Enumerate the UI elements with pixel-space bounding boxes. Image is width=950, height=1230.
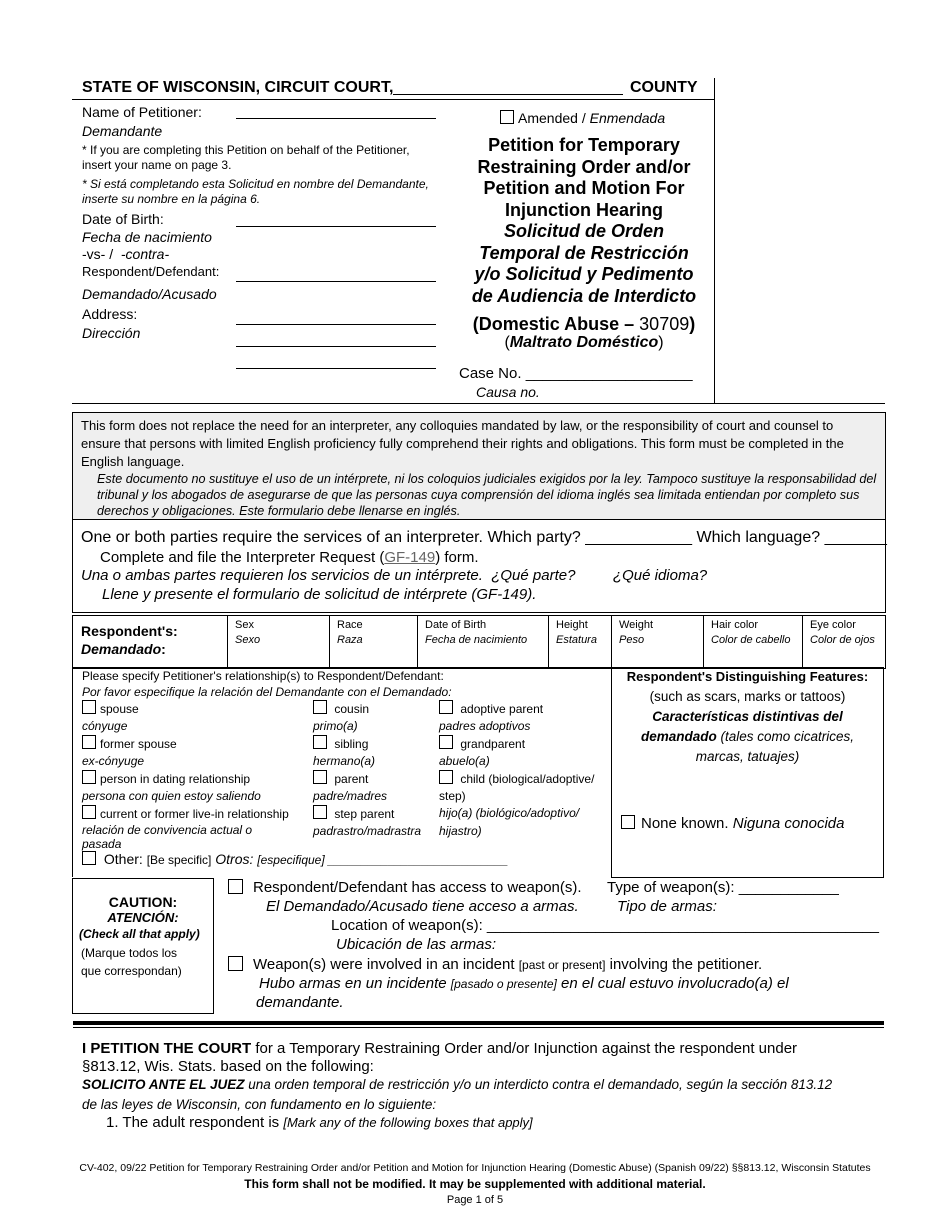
caution-title-es: ATENCIÓN:: [107, 910, 179, 925]
rel-other-box[interactable]: [82, 851, 96, 865]
form-type: (Domestic Abuse – 30709): [472, 314, 696, 334]
petition-item-1: 1. The adult respondent is [Mark any of the following boxes that apply]: [106, 1114, 533, 1131]
amended-checkbox-box[interactable]: [500, 110, 514, 124]
footer-page: Page 1 of 5: [446, 1194, 504, 1206]
interpreter-section: [72, 519, 886, 613]
form-title: Petition for Temporary Restraining Order and/or Petition and Motion For Injunction Hearing Solicitud de Orden Temporal de Restricción y/o Solicitud y Pedimento de Audiencia de Interdicto: [471, 135, 697, 306]
vs-label: -vs- / -contra-: [82, 246, 170, 262]
rel-parent-box[interactable]: [313, 770, 327, 784]
notice-en: This form does not replace the need for an interpreter, any colloquies mandated by law, or the responsibility of court and counsel to ensure that persons with limited English proficiency fully comprehend their rights and obligations. This form must be completed in the English language.: [81, 418, 844, 469]
address-label-es: Dirección: [82, 325, 141, 341]
case-no[interactable]: Case No. ____________________: [459, 365, 693, 382]
weapon-access-es: El Demandado/Acusado tiene acceso a armas.: [266, 898, 579, 915]
rel-grandparent-box[interactable]: [439, 735, 453, 749]
footer-form-line: CV-402, 09/22 Petition for Temporary Restraining Order and/or Petition and Motion for Injunction Hearing (Domestic Abuse) (Spanish 09/22) §§813.12, Wisconsin Statutes: [79, 1162, 871, 1174]
distinguishing-features: Respondent's Distinguishing Features: (such as scars, marks or tattoos) Características distintivas del demandado (tales como cicatrices, marcas, tatuajes): [626, 669, 869, 764]
weapon-access[interactable]: Respondent/Defendant has access to weapon(s).: [228, 879, 582, 896]
weapon-incident-box[interactable]: [228, 956, 243, 971]
rel-spouse[interactable]: spouse: [82, 700, 289, 718]
weapon-access-box[interactable]: [228, 879, 243, 894]
notice-es: Este documento no sustituye el uso de un intérprete, ni los coloquios judiciales exigidos por la ley. Tampoco sustituye la responsabilidad del tribunal y los abogados de asegurarse de que las personas cuya comprensión del idioma inglés sea limitada entiendan por completo sus derechos y obligaciones. Este formulario debe llenarse en inglés.: [97, 472, 877, 518]
court-heading: STATE OF WISCONSIN, CIRCUIT COURT,: [82, 79, 394, 96]
petitioner-name-field[interactable]: [236, 104, 436, 119]
amended-checkbox[interactable]: Amended / Enmendada: [500, 110, 665, 126]
dob-label: Date of Birth:: [82, 211, 164, 227]
case-no-es: Causa no.: [476, 384, 540, 400]
petitioner-name-label: Name of Petitioner:: [82, 104, 202, 120]
none-known-box[interactable]: [621, 815, 635, 829]
rel-former-spouse[interactable]: former spouse: [82, 735, 289, 753]
rel-cousin-box[interactable]: [313, 700, 327, 714]
rel-child[interactable]: child (biological/adoptive/: [439, 770, 594, 788]
rel-spouse-box[interactable]: [82, 700, 96, 714]
caution-title: CAUTION:: [108, 894, 178, 910]
gf149-link[interactable]: GF-149: [384, 549, 436, 566]
rel-grandparent[interactable]: grandparent: [439, 735, 594, 753]
county-blank[interactable]: [393, 78, 623, 95]
relationship-intro: Please specify Petitioner's relationship(s) to Respondent/Defendant:: [82, 669, 444, 683]
caution-box: [72, 878, 214, 1014]
petitioner-note-es: * Si está completando esta Solicitud en nombre del Demandante, inserte su nombre en la página 6.: [82, 177, 429, 206]
address-field-2[interactable]: [236, 332, 436, 347]
address-field-3[interactable]: [236, 354, 436, 369]
county-label: COUNTY: [630, 79, 698, 96]
weapon-type-es: Tipo de armas:: [617, 898, 717, 915]
language-notice: [72, 412, 886, 520]
col-dob[interactable]: Date of Birth Fecha de nacimiento: [425, 619, 528, 646]
rel-child-box[interactable]: [439, 770, 453, 784]
caution-check-es-1: (Marque todos los: [81, 946, 178, 960]
form-type-es: (Maltrato Doméstico): [504, 334, 664, 351]
caution-check-es-2: que correspondan): [81, 964, 182, 978]
dob-label-es: Fecha de nacimiento: [82, 229, 212, 245]
relationship-col-1: spouse cónyuge former spouse ex-cónyuge person in dating relationship persona con quien estoy saliendo current or former live-in relationship relación de convivencia actual o pasada: [82, 702, 289, 851]
interpreter-instructions-es: Llene y presente el formulario de solicitud de intérprete (GF-149).: [102, 586, 537, 603]
address-label: Address:: [82, 306, 138, 322]
interpreter-line-es: Una o ambas partes requieren los servicios de un intérprete. ¿Qué parte? ¿Qué idioma?: [81, 567, 708, 584]
respondent-table: [72, 615, 886, 669]
rel-sibling[interactable]: sibling: [313, 735, 421, 753]
weapon-incident[interactable]: Weapon(s) were involved in an incident [past or present] involving the petitioner.: [228, 956, 762, 973]
rel-dating-box[interactable]: [82, 770, 96, 784]
rel-other[interactable]: Other: [Be specific] Otros: [especifique] ___________________________: [82, 851, 508, 867]
respondent-label-es: Demandado/Acusado: [82, 286, 217, 302]
petition-statement-2: §813.12, Wis. Stats. based on the following:: [82, 1058, 374, 1075]
section-divider: [73, 1021, 884, 1025]
petition-statement-es-2: de las leyes de Wisconsin, con fundamento en lo siguiente:: [82, 1097, 437, 1112]
rel-step-parent[interactable]: step parent: [313, 805, 421, 823]
rel-live-in-box[interactable]: [82, 805, 96, 819]
rel-former-spouse-box[interactable]: [82, 735, 96, 749]
petitioner-name-label-es: Demandante: [82, 123, 163, 139]
weapon-incident-es: Hubo armas en un incidente [pasado o presente] en el cual estuvo involucrado(a) el: [259, 975, 789, 992]
rel-dating[interactable]: person in dating relationship: [82, 770, 289, 788]
footer-notice: This form shall not be modified. It may be supplemented with additional material.: [244, 1177, 706, 1191]
rel-adoptive-parent[interactable]: adoptive parent: [439, 700, 594, 718]
relationship-intro-es: Por favor especifique la relación del Demandante con el Demandado:: [82, 685, 452, 699]
interpreter-instructions: Complete and file the Interpreter Request (GF-149) form.: [100, 549, 479, 566]
address-field-1[interactable]: [236, 310, 436, 325]
rel-step-parent-box[interactable]: [313, 805, 327, 819]
respondent-field[interactable]: [236, 267, 436, 282]
petition-statement: I PETITION THE COURT for a Temporary Restraining Order and/or Injunction against the respondent under: [82, 1040, 798, 1057]
col-weight[interactable]: Weight Peso: [619, 619, 654, 646]
interpreter-line[interactable]: One or both parties require the services of an interpreter. Which party? ____________ Which language? _______: [81, 529, 887, 546]
rel-cousin[interactable]: cousin: [313, 700, 421, 718]
respondent-label: Respondent/Defendant:: [82, 264, 220, 279]
col-sex[interactable]: Sex Sexo: [235, 619, 261, 646]
weapon-location[interactable]: Location of weapon(s): _______________________________________________: [331, 917, 880, 934]
col-race[interactable]: Race Raza: [337, 619, 363, 646]
rel-sibling-box[interactable]: [313, 735, 327, 749]
weapon-incident-es-2: demandante.: [256, 994, 344, 1011]
col-hair[interactable]: Hair color Color de cabello: [711, 619, 791, 646]
weapon-type[interactable]: Type of weapon(s): ____________: [607, 879, 839, 896]
relationship-col-2: cousin primo(a) sibling hermano(a) parent padre/madres step parent padrastro/madrastra: [313, 702, 422, 838]
caution-check: (Check all that apply): [79, 927, 200, 941]
rel-parent[interactable]: parent: [313, 770, 421, 788]
weapon-location-es: Ubicación de las armas:: [336, 936, 497, 953]
rel-adoptive-parent-box[interactable]: [439, 700, 453, 714]
respondent-label: Respondent's:: [81, 623, 178, 639]
col-eye[interactable]: Eye color Color de ojos: [810, 619, 875, 646]
relationship-col-3: adoptive parent padres adoptivos grandparent abuelo(a) child (biological/adoptive/ step) hijo(a) (biológico/adoptivo/ hijastro): [439, 702, 595, 838]
rel-live-in[interactable]: current or former live-in relationship: [82, 805, 289, 823]
petitioner-note: * If you are completing this Petition on behalf of the Petitioner, insert your name on page 3.: [82, 143, 410, 172]
col-height[interactable]: Height Estatura: [556, 619, 597, 646]
respondent-label-es: Demandado:: [81, 641, 166, 657]
petition-statement-es: SOLICITO ANTE EL JUEZ una orden temporal de restricción y/o un interdicto contra el demandado, según la sección 813.12: [82, 1077, 833, 1092]
dob-field[interactable]: [236, 212, 436, 227]
none-known-checkbox[interactable]: None known. Niguna conocida: [621, 815, 844, 832]
